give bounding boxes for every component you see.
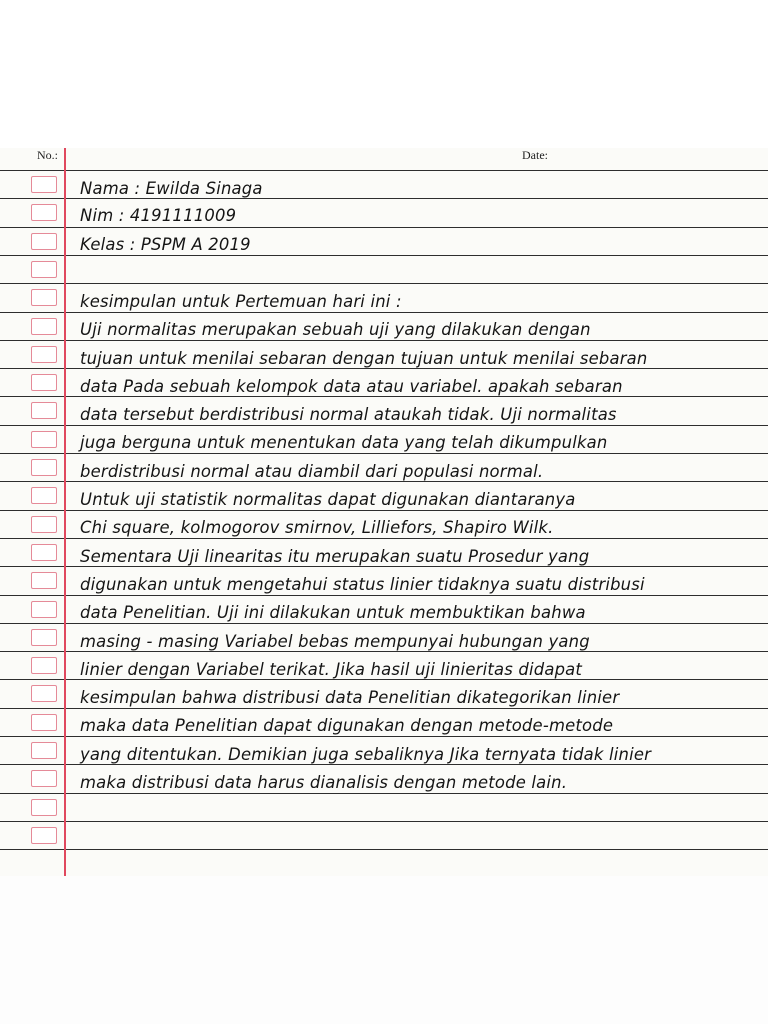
margin-check-box: [31, 572, 57, 589]
body-line-1: Uji normalitas merupakan sebuah uji yang dilakukan dengan: [80, 320, 591, 339]
identity-nim: Nim : 4191111009: [80, 206, 237, 225]
margin-check-box: [31, 601, 57, 618]
margin-check-box: [31, 176, 57, 193]
rule-line: [0, 821, 768, 822]
body-line-8: Chi square, kolmogorov smirnov, Lilliefors, Shapiro Wilk.: [80, 518, 554, 537]
rule-line: [0, 538, 768, 539]
identity-kelas: Kelas : PSPM A 2019: [80, 235, 251, 254]
rule-line: [0, 170, 768, 171]
margin-line: [64, 148, 66, 876]
margin-check-box: [31, 742, 57, 759]
margin-check-box: [31, 402, 57, 419]
body-line-9: Sementara Uji linearitas itu merupakan suatu Prosedur yang: [80, 547, 590, 566]
margin-check-box: [31, 516, 57, 533]
page-bottom-blank: [0, 876, 768, 1024]
margin-check-box: [31, 685, 57, 702]
body-line-16: yang ditentukan. Demikian juga sebaliknya Jika ternyata tidak linier: [80, 745, 652, 764]
margin-check-box: [31, 374, 57, 391]
body-line-12: masing - masing Variabel bebas mempunyai hubungan yang: [80, 632, 590, 651]
body-line-6: berdistribusi normal atau diambil dari populasi normal.: [80, 462, 544, 481]
rule-line: [0, 283, 768, 284]
margin-check-box: [31, 770, 57, 787]
margin-check-box: [31, 459, 57, 476]
body-line-17: maka distribusi data harus dianalisis dengan metode lain.: [80, 773, 568, 792]
rule-line: [0, 255, 768, 256]
rule-line: [0, 227, 768, 228]
margin-check-box: [31, 544, 57, 561]
body-line-5: juga berguna untuk menentukan data yang telah dikumpulkan: [80, 433, 608, 452]
margin-check-box: [31, 714, 57, 731]
notebook-page: [0, 148, 768, 876]
body-line-10: digunakan untuk mengetahui status linier tidaknya suatu distribusi: [80, 575, 645, 594]
body-line-7: Untuk uji statistik normalitas dapat digunakan diantaranya: [80, 490, 576, 509]
rule-line: [0, 453, 768, 454]
rule-line: [0, 736, 768, 737]
margin-check-box: [31, 204, 57, 221]
margin-check-box: [31, 629, 57, 646]
margin-check-box: [31, 318, 57, 335]
margin-check-box: [31, 487, 57, 504]
body-line-2: tujuan untuk menilai sebaran dengan tujuan untuk menilai sebaran: [80, 349, 648, 368]
number-label: No.:: [37, 148, 58, 162]
margin-check-box: [31, 233, 57, 250]
margin-check-box: [31, 346, 57, 363]
margin-check-box: [31, 827, 57, 844]
margin-check-box: [31, 289, 57, 306]
rule-line: [0, 849, 768, 850]
body-line-4: data tersebut berdistribusi normal ataukah tidak. Uji normalitas: [80, 405, 617, 424]
margin-check-box: [31, 799, 57, 816]
date-label: Date:: [522, 148, 548, 162]
margin-check-box: [31, 657, 57, 674]
body-line-11: data Penelitian. Uji ini dilakukan untuk membuktikan bahwa: [80, 603, 586, 622]
body-line-15: maka data Penelitian dapat digunakan dengan metode-metode: [80, 716, 614, 735]
identity-name: Nama : Ewilda Sinaga: [80, 179, 263, 198]
body-line-14: kesimpulan bahwa distribusi data Penelitian dikategorikan linier: [80, 688, 620, 707]
body-line-13: linier dengan Variabel terikat. Jika hasil uji linieritas didapat: [80, 660, 583, 679]
margin-check-box: [31, 431, 57, 448]
summary-title: kesimpulan untuk Pertemuan hari ini :: [80, 292, 402, 311]
margin-check-box: [31, 261, 57, 278]
body-line-3: data Pada sebuah kelompok data atau variabel. apakah sebaran: [80, 377, 623, 396]
